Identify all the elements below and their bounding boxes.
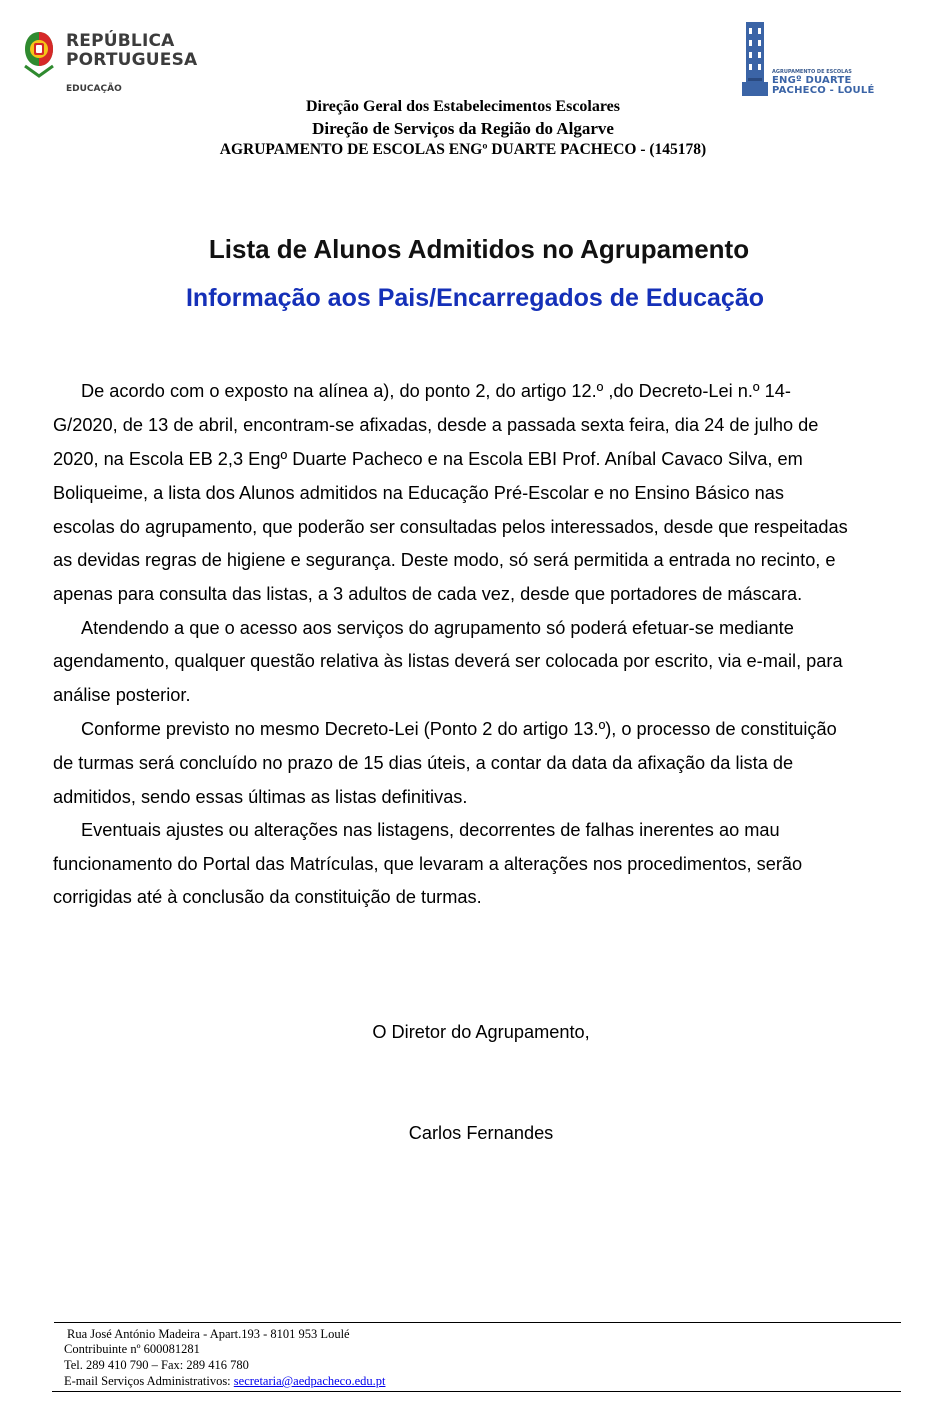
body-line: corrigidas até à conclusão da constituição de turmas. xyxy=(53,887,482,907)
logo-text-line2: PORTUGUESA xyxy=(66,50,198,70)
footer-divider-top xyxy=(54,1322,901,1323)
document-title: Lista de Alunos Admitidos no Agrupamento xyxy=(208,234,750,264)
body-line: agendamento, qualquer questão relativa às listas deverá ser colocada por escrito, via e-mail, para xyxy=(53,651,843,671)
body-line: Eventuais ajustes ou alterações nas listagens, decorrentes de falhas inerentes ao mau xyxy=(81,820,780,840)
body-line: Atendendo a que o acesso aos serviços do agrupamento só poderá efetuar-se mediante xyxy=(81,618,794,638)
body-line: análise posterior. xyxy=(53,685,191,705)
body-line: escolas do agrupamento, que poderão ser consultadas pelos interessados, desde que respeitadas xyxy=(53,517,848,537)
footer-address: Rua José António Madeira - Apart.193 - 8101 953 Loulé xyxy=(67,1327,350,1341)
portuguese-coat-of-arms-icon xyxy=(22,28,56,78)
footer-email-line xyxy=(64,1374,385,1389)
header-line-1: Direção Geral dos Estabelecimentos Escolares xyxy=(305,98,621,115)
logo-text-line1: REPÚBLICA xyxy=(66,31,175,51)
signature-role: O Diretor do Agrupamento, xyxy=(372,1022,590,1042)
republica-portuguesa-logo xyxy=(22,28,202,98)
body-line: De acordo com o exposto na alínea a), do ponto 2, do artigo 12.º ,do Decreto-Lei n.º 14- xyxy=(81,381,791,401)
logo-right-line2: ENGº DUARTE xyxy=(772,75,852,86)
footer-email-link[interactable]: secretaria@aedpacheco.edu.pt xyxy=(233,1374,386,1388)
body-line: as devidas regras de higiene e segurança. Deste modo, só será permitida a entrada no recinto, e xyxy=(53,550,836,570)
footer-taxpayer: Contribuinte nº 600081281 xyxy=(64,1342,200,1356)
body-line: Conforme previsto no mesmo Decreto-Lei (Ponto 2 do artigo 13.º), o processo de constituição xyxy=(81,719,837,739)
school-group-logo xyxy=(742,22,892,100)
body-line: funcionamento do Portal das Matrículas, que levaram a alterações nos procedimentos, serão xyxy=(53,854,803,874)
logo-right-line3: PACHECO - LOULÉ xyxy=(772,85,875,96)
logo-right-line1: AGRUPAMENTO DE ESCOLAS xyxy=(772,69,852,75)
body-line: de turmas será concluído no prazo de 15 dias úteis, a contar da data da afixação da lista de xyxy=(53,753,794,773)
signature-name: Carlos Fernandes xyxy=(408,1123,554,1143)
header-line-2: Direção de Serviços da Região do Algarve xyxy=(312,119,614,138)
body-line: Boliqueime, a lista dos Alunos admitidos na Educação Pré-Escolar e no Ensino Básico nas xyxy=(53,483,784,503)
footer-phone: Tel. 289 410 790 – Fax: 289 416 780 xyxy=(64,1358,249,1372)
header-line-3: AGRUPAMENTO DE ESCOLAS ENGº DUARTE PACHECO - (145178) xyxy=(219,141,707,158)
body-line: admitidos, sendo essas últimas as listas definitivas. xyxy=(53,787,468,807)
body-line: G/2020, de 13 de abril, encontram-se afixadas, desde a passada sexta feira, dia 24 de julho de xyxy=(53,415,819,435)
footer-email-label: E-mail Serviços Administrativos: xyxy=(64,1374,234,1388)
document-subtitle: Informação aos Pais/Encarregados de Educação xyxy=(185,284,764,312)
logo-text-line3: EDUCAÇÃO xyxy=(66,84,122,94)
body-line: apenas para consulta das listas, a 3 adultos de cada vez, desde que portadores de máscara. xyxy=(53,584,803,604)
body-line: 2020, na Escola EB 2,3 Engº Duarte Pacheco e na Escola EBI Prof. Aníbal Cavaco Silva, em xyxy=(53,449,803,469)
school-tower-icon xyxy=(742,22,768,96)
footer-divider-bottom xyxy=(52,1391,901,1392)
